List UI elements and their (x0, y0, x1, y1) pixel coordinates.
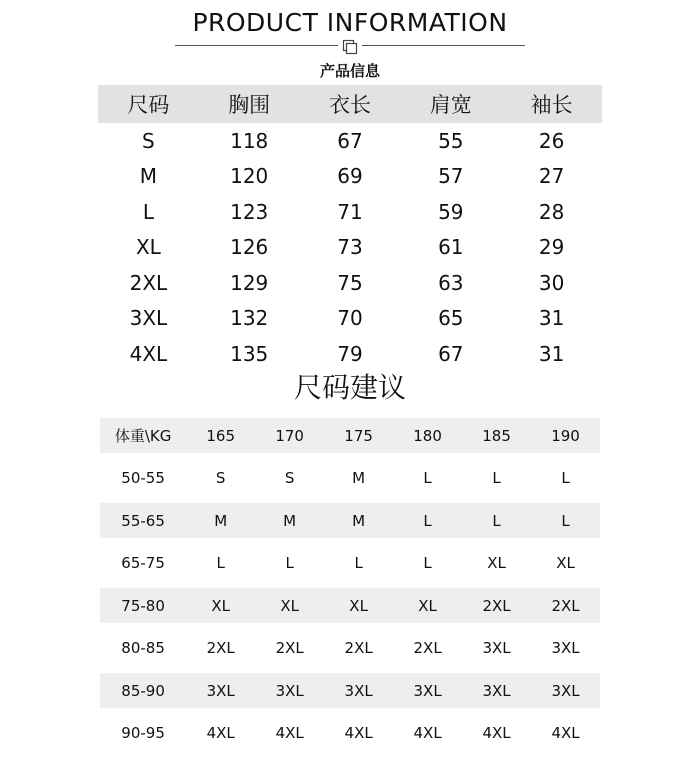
column-header-height: 175 (344, 426, 373, 445)
table-cell: L (423, 469, 432, 487)
table-cell: 2XL (275, 639, 304, 657)
table-cell: 3XL (482, 681, 511, 700)
table-cell: L (561, 469, 570, 487)
table-cell: 75 (337, 270, 363, 295)
table-cell: L (285, 554, 294, 572)
table-cell: L (216, 554, 225, 572)
table-cell: L (423, 511, 432, 530)
table-cell: M (352, 511, 366, 530)
table-row (98, 301, 602, 337)
column-header-sleeve: 袖长 (530, 93, 573, 117)
table-cell: 118 (230, 128, 269, 153)
table-cell: 3XL (129, 306, 168, 331)
table-cell: 90-95 (121, 724, 165, 742)
recommend-table-header (100, 418, 600, 453)
table-cell: 120 (230, 164, 269, 189)
column-header-weight: 体重\KG (114, 427, 172, 445)
table-cell: 132 (230, 306, 269, 331)
table-cell: 73 (337, 235, 363, 260)
table-cell: 4XL (129, 341, 168, 366)
table-cell: 65 (438, 306, 464, 331)
table-cell: L (561, 511, 570, 530)
column-header-size: 尺码 (127, 93, 170, 117)
table-cell: 4XL (275, 724, 304, 742)
table-cell: 71 (337, 199, 363, 224)
table-cell: 67 (337, 128, 363, 153)
table-cell: 30 (538, 270, 565, 295)
table-cell: XL (211, 596, 230, 615)
table-row (98, 230, 602, 266)
table-cell: 4XL (482, 724, 511, 742)
table-cell: 59 (438, 199, 464, 224)
table-cell: XL (280, 596, 299, 615)
title-divider-left (175, 45, 338, 46)
table-cell: L (423, 554, 432, 572)
table-cell: 3XL (206, 681, 235, 700)
table-row (98, 123, 602, 159)
page-subtitle: 产品信息 (319, 62, 380, 80)
table-row (100, 503, 600, 538)
table-cell: 123 (230, 199, 269, 224)
column-header-length: 衣长 (328, 93, 371, 117)
table-cell: XL (349, 596, 368, 615)
stacked-squares-icon (342, 39, 358, 55)
table-cell: L (492, 511, 501, 530)
table-cell: 2XL (129, 270, 168, 295)
table-cell: 55 (438, 128, 464, 153)
table-row (98, 159, 602, 195)
table-row (100, 546, 600, 581)
table-row (100, 716, 600, 751)
recommend-table-body (100, 461, 600, 751)
recommend-title: 尺码建议 (293, 371, 406, 404)
table-cell: S (142, 128, 155, 153)
table-cell: 4XL (344, 724, 373, 742)
table-cell: 55-65 (121, 511, 165, 530)
column-header-shoulder: 肩宽 (429, 93, 472, 117)
table-cell: 69 (337, 164, 363, 189)
recommend-table (100, 418, 600, 758)
table-cell: XL (135, 235, 161, 260)
table-cell: 4XL (551, 724, 580, 742)
size-table (98, 85, 602, 372)
table-cell: M (139, 164, 158, 189)
page-title: PRODUCT INFORMATION (192, 8, 508, 37)
table-cell: M (352, 469, 366, 487)
table-cell: 3XL (482, 639, 511, 657)
table-cell: 29 (538, 235, 565, 260)
table-cell: 3XL (551, 639, 580, 657)
table-cell: 65-75 (121, 554, 165, 572)
table-cell: 57 (438, 164, 464, 189)
column-header-height: 185 (482, 426, 511, 445)
table-cell: 2XL (482, 596, 511, 615)
table-cell: S (284, 469, 295, 487)
table-row (98, 194, 602, 230)
table-cell: L (492, 469, 501, 487)
table-row (100, 673, 600, 708)
table-cell: 27 (538, 164, 565, 189)
table-cell: 70 (337, 306, 363, 331)
table-cell: 135 (230, 341, 269, 366)
table-cell: S (215, 469, 226, 487)
table-cell: 75-80 (121, 596, 165, 615)
table-cell: 4XL (206, 724, 235, 742)
table-cell: 3XL (413, 681, 442, 700)
column-header-height: 180 (413, 426, 442, 445)
table-cell: 50-55 (121, 469, 165, 487)
table-cell: 3XL (344, 681, 373, 700)
column-header-height: 190 (551, 426, 580, 445)
table-cell: 129 (230, 270, 269, 295)
table-cell: M (214, 511, 228, 530)
table-cell: 31 (538, 306, 565, 331)
table-cell: L (142, 199, 154, 224)
table-cell: L (354, 554, 363, 572)
table-cell: 26 (538, 128, 565, 153)
table-cell: 67 (438, 341, 464, 366)
table-cell: 2XL (551, 596, 580, 615)
column-header-chest: 胸围 (228, 93, 271, 117)
table-cell: 31 (538, 341, 565, 366)
table-cell: 3XL (275, 681, 304, 700)
table-cell: 4XL (413, 724, 442, 742)
table-row (100, 631, 600, 666)
table-row (98, 265, 602, 301)
table-cell: 2XL (413, 639, 442, 657)
table-cell: 79 (337, 341, 363, 366)
table-cell: XL (487, 554, 506, 572)
table-row (100, 588, 600, 623)
table-cell: 2XL (206, 639, 235, 657)
table-cell: M (283, 511, 297, 530)
table-cell: XL (418, 596, 437, 615)
title-divider-right (362, 45, 525, 46)
size-table-header (98, 85, 602, 123)
table-cell: 2XL (344, 639, 373, 657)
table-row (100, 461, 600, 496)
column-header-height: 165 (206, 426, 235, 445)
table-cell: 3XL (551, 681, 580, 700)
table-cell: 80-85 (121, 639, 165, 657)
size-table-body (98, 123, 602, 372)
table-cell: 28 (538, 199, 565, 224)
table-cell: XL (556, 554, 575, 572)
table-cell: 63 (438, 270, 464, 295)
table-cell: 85-90 (121, 681, 165, 700)
table-cell: 126 (230, 235, 269, 260)
column-header-height: 170 (275, 426, 304, 445)
table-cell: 61 (438, 235, 464, 260)
